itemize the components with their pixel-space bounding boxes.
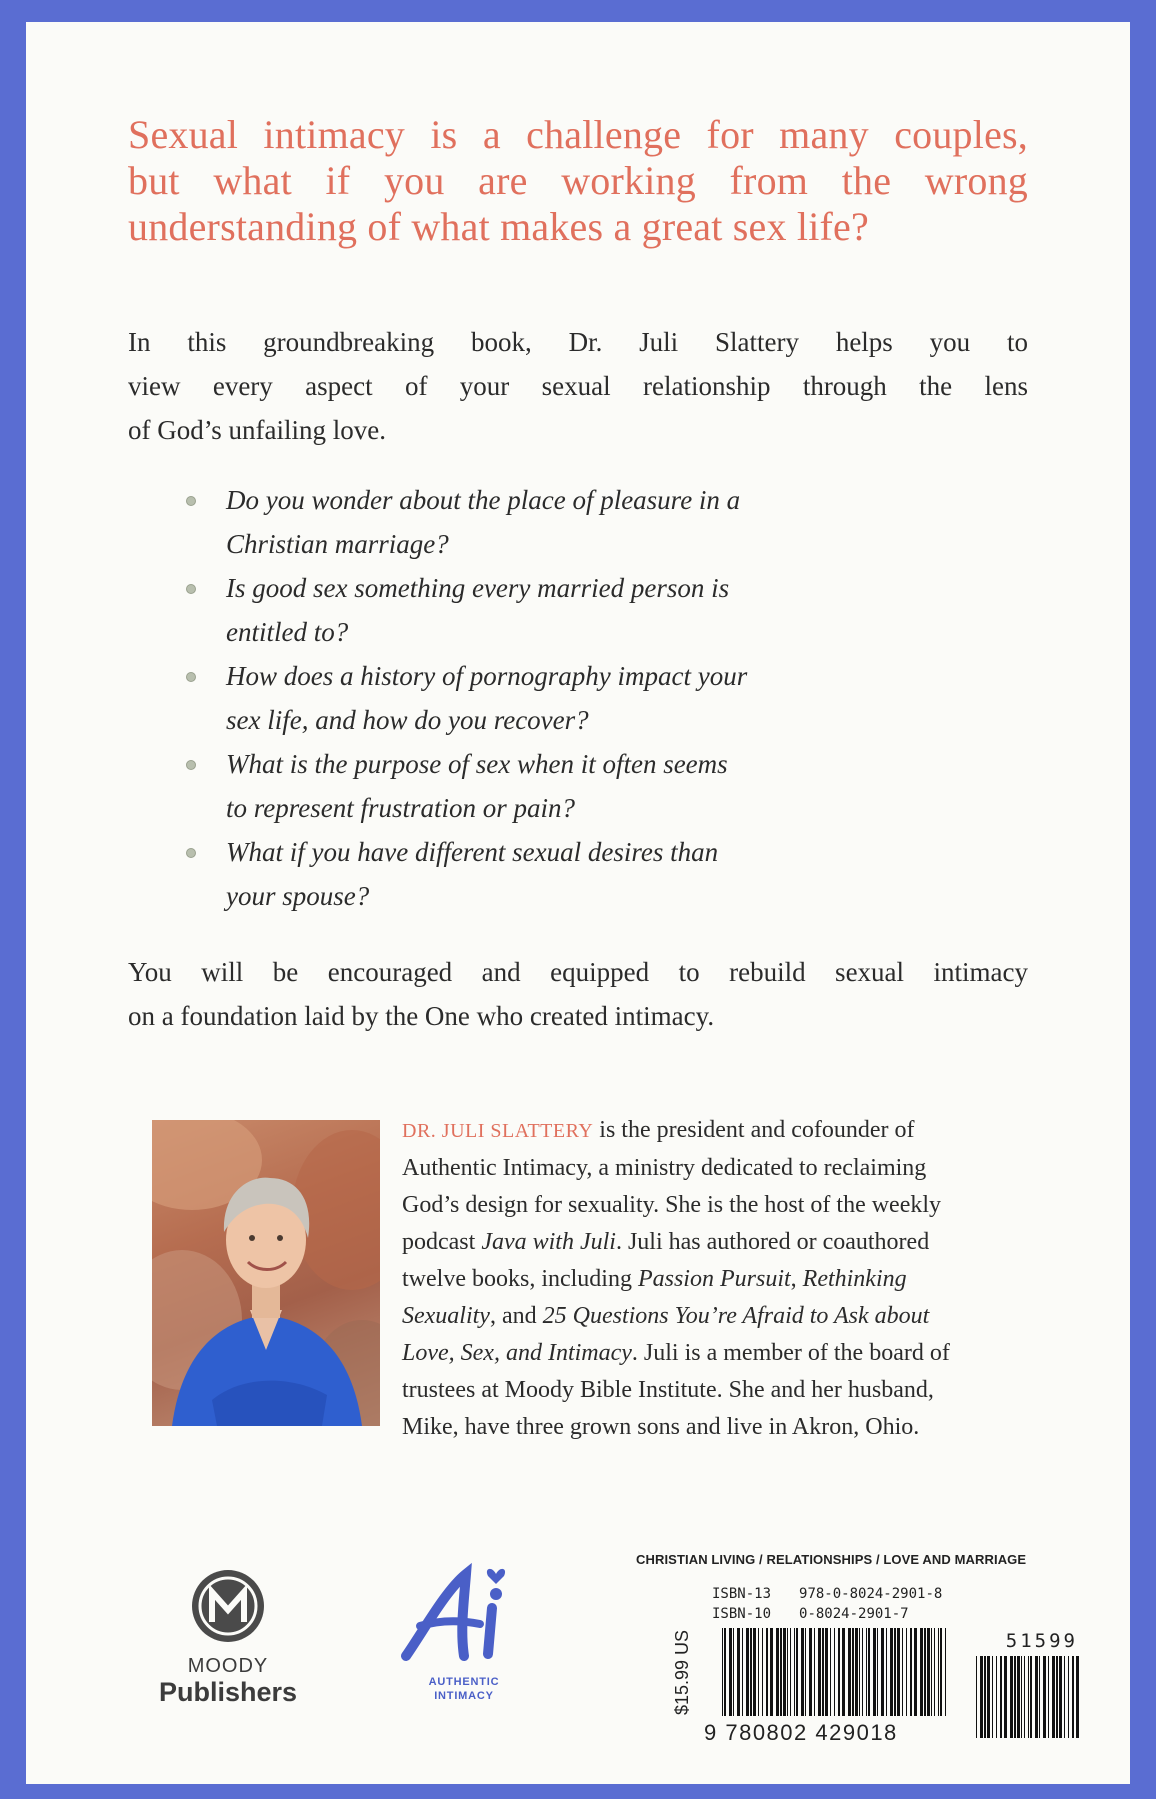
book-title: 25 Questions You’re Afraid to Ask about xyxy=(542,1303,930,1329)
barcode-bar xyxy=(733,1628,734,1716)
barcode-bar xyxy=(809,1628,812,1716)
barcode-bar xyxy=(737,1628,740,1716)
barcode-bar xyxy=(790,1628,791,1716)
question-line: Is good sex something every married person is xyxy=(226,573,730,603)
barcode-bar xyxy=(1014,1656,1016,1738)
barcode-bar xyxy=(996,1656,997,1738)
barcode-bar xyxy=(897,1628,900,1716)
barcode-bar xyxy=(859,1628,860,1716)
bio-line: God’s design for sexuality. She is the host of the weekly xyxy=(402,1192,942,1218)
barcode-bar xyxy=(1052,1656,1055,1738)
intro-line-3: of God’s unfailing love. xyxy=(128,415,386,445)
barcode-bar xyxy=(729,1628,732,1716)
barcode-bar xyxy=(1039,1656,1040,1738)
barcode-bar xyxy=(830,1628,831,1716)
question-line: entitled to? xyxy=(226,617,349,647)
barcode-bar xyxy=(822,1628,824,1716)
barcode-bar xyxy=(770,1628,773,1716)
barcode-bar xyxy=(794,1628,795,1716)
barcode-bar xyxy=(877,1628,878,1716)
barcode-bar xyxy=(980,1656,983,1738)
price-addon-digits: 51599 xyxy=(1005,1630,1078,1652)
barcode-bar xyxy=(931,1628,932,1716)
ean-digits: 9 780802 429018 xyxy=(704,1720,898,1745)
barcode-bar xyxy=(842,1628,845,1716)
barcode-bar xyxy=(1064,1656,1065,1738)
barcode-bar xyxy=(924,1628,926,1716)
barcode-bar xyxy=(796,1628,798,1716)
barcode-bar xyxy=(762,1628,763,1716)
bio-line: Mike, have three grown sons and live in Akron, Ohio. xyxy=(402,1414,920,1440)
moody-m-seal-icon xyxy=(188,1566,268,1646)
author-bio xyxy=(402,1112,1022,1446)
list-item xyxy=(186,566,946,654)
isbn10-number: 0-8024-2901-7 xyxy=(799,1606,909,1622)
headline-line-2: but what if you are working from the wrong xyxy=(128,158,1028,203)
barcode-bar xyxy=(787,1628,788,1716)
barcode-bar xyxy=(1076,1656,1079,1738)
moody-publishers-logo xyxy=(148,1566,308,1706)
bio-text: . Juli is a member of the board of xyxy=(631,1340,950,1366)
barcode-bar xyxy=(920,1628,923,1716)
barcode-bar xyxy=(1048,1656,1049,1738)
barcode-bar xyxy=(1010,1656,1013,1738)
closing-line-1: You will be encouraged and equipped to rebuild sexual intimacy xyxy=(128,957,1028,987)
barcode-bar xyxy=(873,1628,876,1716)
barcode-area xyxy=(704,1586,1084,1746)
barcode-bar xyxy=(855,1628,858,1716)
list-item xyxy=(186,830,946,918)
barcode-bar xyxy=(834,1628,835,1716)
isbn13-number: 978-0-8024-2901-8 xyxy=(799,1586,943,1602)
closing-paragraph xyxy=(128,950,1028,1038)
bio-text: , xyxy=(790,1266,803,1292)
bullet-icon xyxy=(186,584,196,594)
barcode-bar xyxy=(852,1628,854,1716)
isbn10-label: ISBN-10 xyxy=(712,1606,772,1622)
barcode-bar xyxy=(776,1628,779,1716)
barcode-bar xyxy=(984,1656,986,1738)
bio-line: trustees at Moody Bible Institute. She and her husband, xyxy=(402,1377,934,1403)
headline-line-3: understanding of what makes a great sex life? xyxy=(128,204,869,249)
barcode-bar xyxy=(940,1628,942,1716)
barcode-bar xyxy=(886,1628,887,1716)
publisher-name-top: MOODY xyxy=(187,1655,269,1677)
barcode-bar xyxy=(724,1628,726,1716)
list-item xyxy=(186,654,946,742)
barcode-bar xyxy=(910,1628,912,1716)
barcode-bar xyxy=(818,1628,821,1716)
heart-icon xyxy=(487,1569,505,1584)
book-title: Love, Sex, and Intimacy xyxy=(402,1340,632,1366)
barcode-bar xyxy=(1004,1656,1007,1738)
barcode-bar xyxy=(927,1628,930,1716)
author-photo xyxy=(152,1120,380,1426)
bio-line xyxy=(402,1335,1022,1372)
bullet-icon xyxy=(186,848,196,858)
ministry-name-bottom: INTIMACY xyxy=(434,1690,494,1702)
barcode-bar xyxy=(848,1628,851,1716)
intro-line-1: In this groundbreaking book, Dr. Juli Slattery helps you to xyxy=(128,327,1028,357)
barcode-bar xyxy=(753,1628,756,1716)
barcode-bar xyxy=(742,1628,743,1716)
barcode-bar xyxy=(1068,1656,1069,1738)
barcode-bar xyxy=(862,1628,863,1716)
question-line: How does a history of pornography impact your xyxy=(226,661,748,691)
barcode-bar xyxy=(825,1628,828,1716)
barcode-bar xyxy=(801,1628,804,1716)
barcode-bar xyxy=(934,1628,935,1716)
book-title: Rethinking xyxy=(802,1266,907,1292)
bullet-icon xyxy=(186,672,196,682)
barcode-bar xyxy=(945,1628,946,1716)
bio-text: podcast xyxy=(402,1229,482,1255)
bio-line xyxy=(402,1224,1022,1261)
barcode-bar xyxy=(1059,1656,1062,1738)
barcode-bar xyxy=(1017,1656,1020,1738)
barcode-bar xyxy=(780,1628,782,1716)
bio-text: . Juli has authored or coauthored xyxy=(615,1229,930,1255)
list-item xyxy=(186,478,946,566)
question-line: Do you wonder about the place of pleasure in a xyxy=(226,485,741,515)
barcode-bar xyxy=(1021,1656,1022,1738)
list-item xyxy=(186,742,946,830)
barcode-bar xyxy=(1035,1656,1038,1738)
question-line: to represent frustration or pain? xyxy=(226,793,576,823)
barcode-bar xyxy=(938,1628,939,1716)
barcode-bar xyxy=(1024,1656,1025,1738)
ai-script-logo xyxy=(384,1560,544,1670)
barcode-bar xyxy=(894,1628,896,1716)
barcode-bar xyxy=(1056,1656,1058,1738)
barcode-bar xyxy=(881,1628,884,1716)
barcode-bar xyxy=(890,1628,893,1716)
barcode-bar xyxy=(750,1628,752,1716)
book-title: Passion Pursuit xyxy=(637,1266,791,1292)
barcode-bar xyxy=(906,1628,907,1716)
intro-line-2: view every aspect of your sexual relationship through the lens xyxy=(128,371,1028,401)
podcast-title: Java with Juli xyxy=(481,1229,616,1255)
bio-line: Authentic Intimacy, a ministry dedicated to reclaiming xyxy=(402,1155,927,1181)
question-line: sex life, and how do you recover? xyxy=(226,705,589,735)
barcode-bar xyxy=(868,1628,870,1716)
bio-text: , and xyxy=(489,1303,543,1329)
authentic-intimacy-logo xyxy=(384,1560,544,1703)
barcode-bar xyxy=(992,1656,993,1738)
question-line: your spouse? xyxy=(226,881,370,911)
isbn13-label: ISBN-13 xyxy=(712,1586,772,1602)
bullet-icon xyxy=(186,760,196,770)
intro-paragraph xyxy=(128,320,1028,452)
bio-line xyxy=(402,1112,1022,1150)
barcode-bar xyxy=(838,1628,840,1716)
bio-text: is the president and cofounder of xyxy=(593,1117,915,1143)
barcode-bar xyxy=(1000,1656,1002,1738)
barcode-bar xyxy=(814,1628,815,1716)
closing-line-2: on a foundation laid by the One who created intimacy. xyxy=(128,1001,715,1031)
author-name: DR. JULI SLATTERY xyxy=(402,1120,594,1142)
question-line: Christian marriage? xyxy=(226,529,449,559)
barcode-bar xyxy=(866,1628,867,1716)
publisher-name-bottom: Publishers xyxy=(158,1677,298,1707)
question-list xyxy=(186,478,946,918)
barcode-bar xyxy=(976,1656,977,1738)
barcode-bar xyxy=(1028,1656,1029,1738)
barcode-bar xyxy=(1030,1656,1032,1738)
barcode-bar xyxy=(766,1628,768,1716)
book-title: Sexuality xyxy=(402,1303,490,1329)
barcode-bar xyxy=(1043,1656,1046,1738)
barcode-bar xyxy=(902,1628,903,1716)
barcode-bar xyxy=(1072,1656,1074,1738)
headline xyxy=(128,112,1028,250)
author-portrait-illustration xyxy=(152,1120,380,1426)
ministry-name-top: AUTHENTIC xyxy=(428,1676,500,1688)
bio-text: twelve books, including xyxy=(402,1266,638,1292)
category-label: CHRISTIAN LIVING / RELATIONSHIPS / LOVE AND MARRIAGE xyxy=(636,1552,1027,1567)
barcode-bar xyxy=(805,1628,806,1716)
price-label: $15.99 US xyxy=(672,1629,692,1715)
headline-line-1: Sexual intimacy is a challenge for many couples, xyxy=(128,112,1028,157)
barcode-bar xyxy=(746,1628,749,1716)
barcode-bar xyxy=(722,1628,723,1716)
barcode-bar xyxy=(758,1628,759,1716)
bio-line xyxy=(402,1298,1022,1335)
bio-line xyxy=(402,1261,1022,1298)
barcode-bar xyxy=(783,1628,786,1716)
question-line: What if you have different sexual desires than xyxy=(226,837,719,867)
bullet-icon xyxy=(186,496,196,506)
barcode-bar xyxy=(914,1628,917,1716)
question-line: What is the purpose of sex when it often seems xyxy=(226,749,728,779)
barcode-bar xyxy=(987,1656,990,1738)
